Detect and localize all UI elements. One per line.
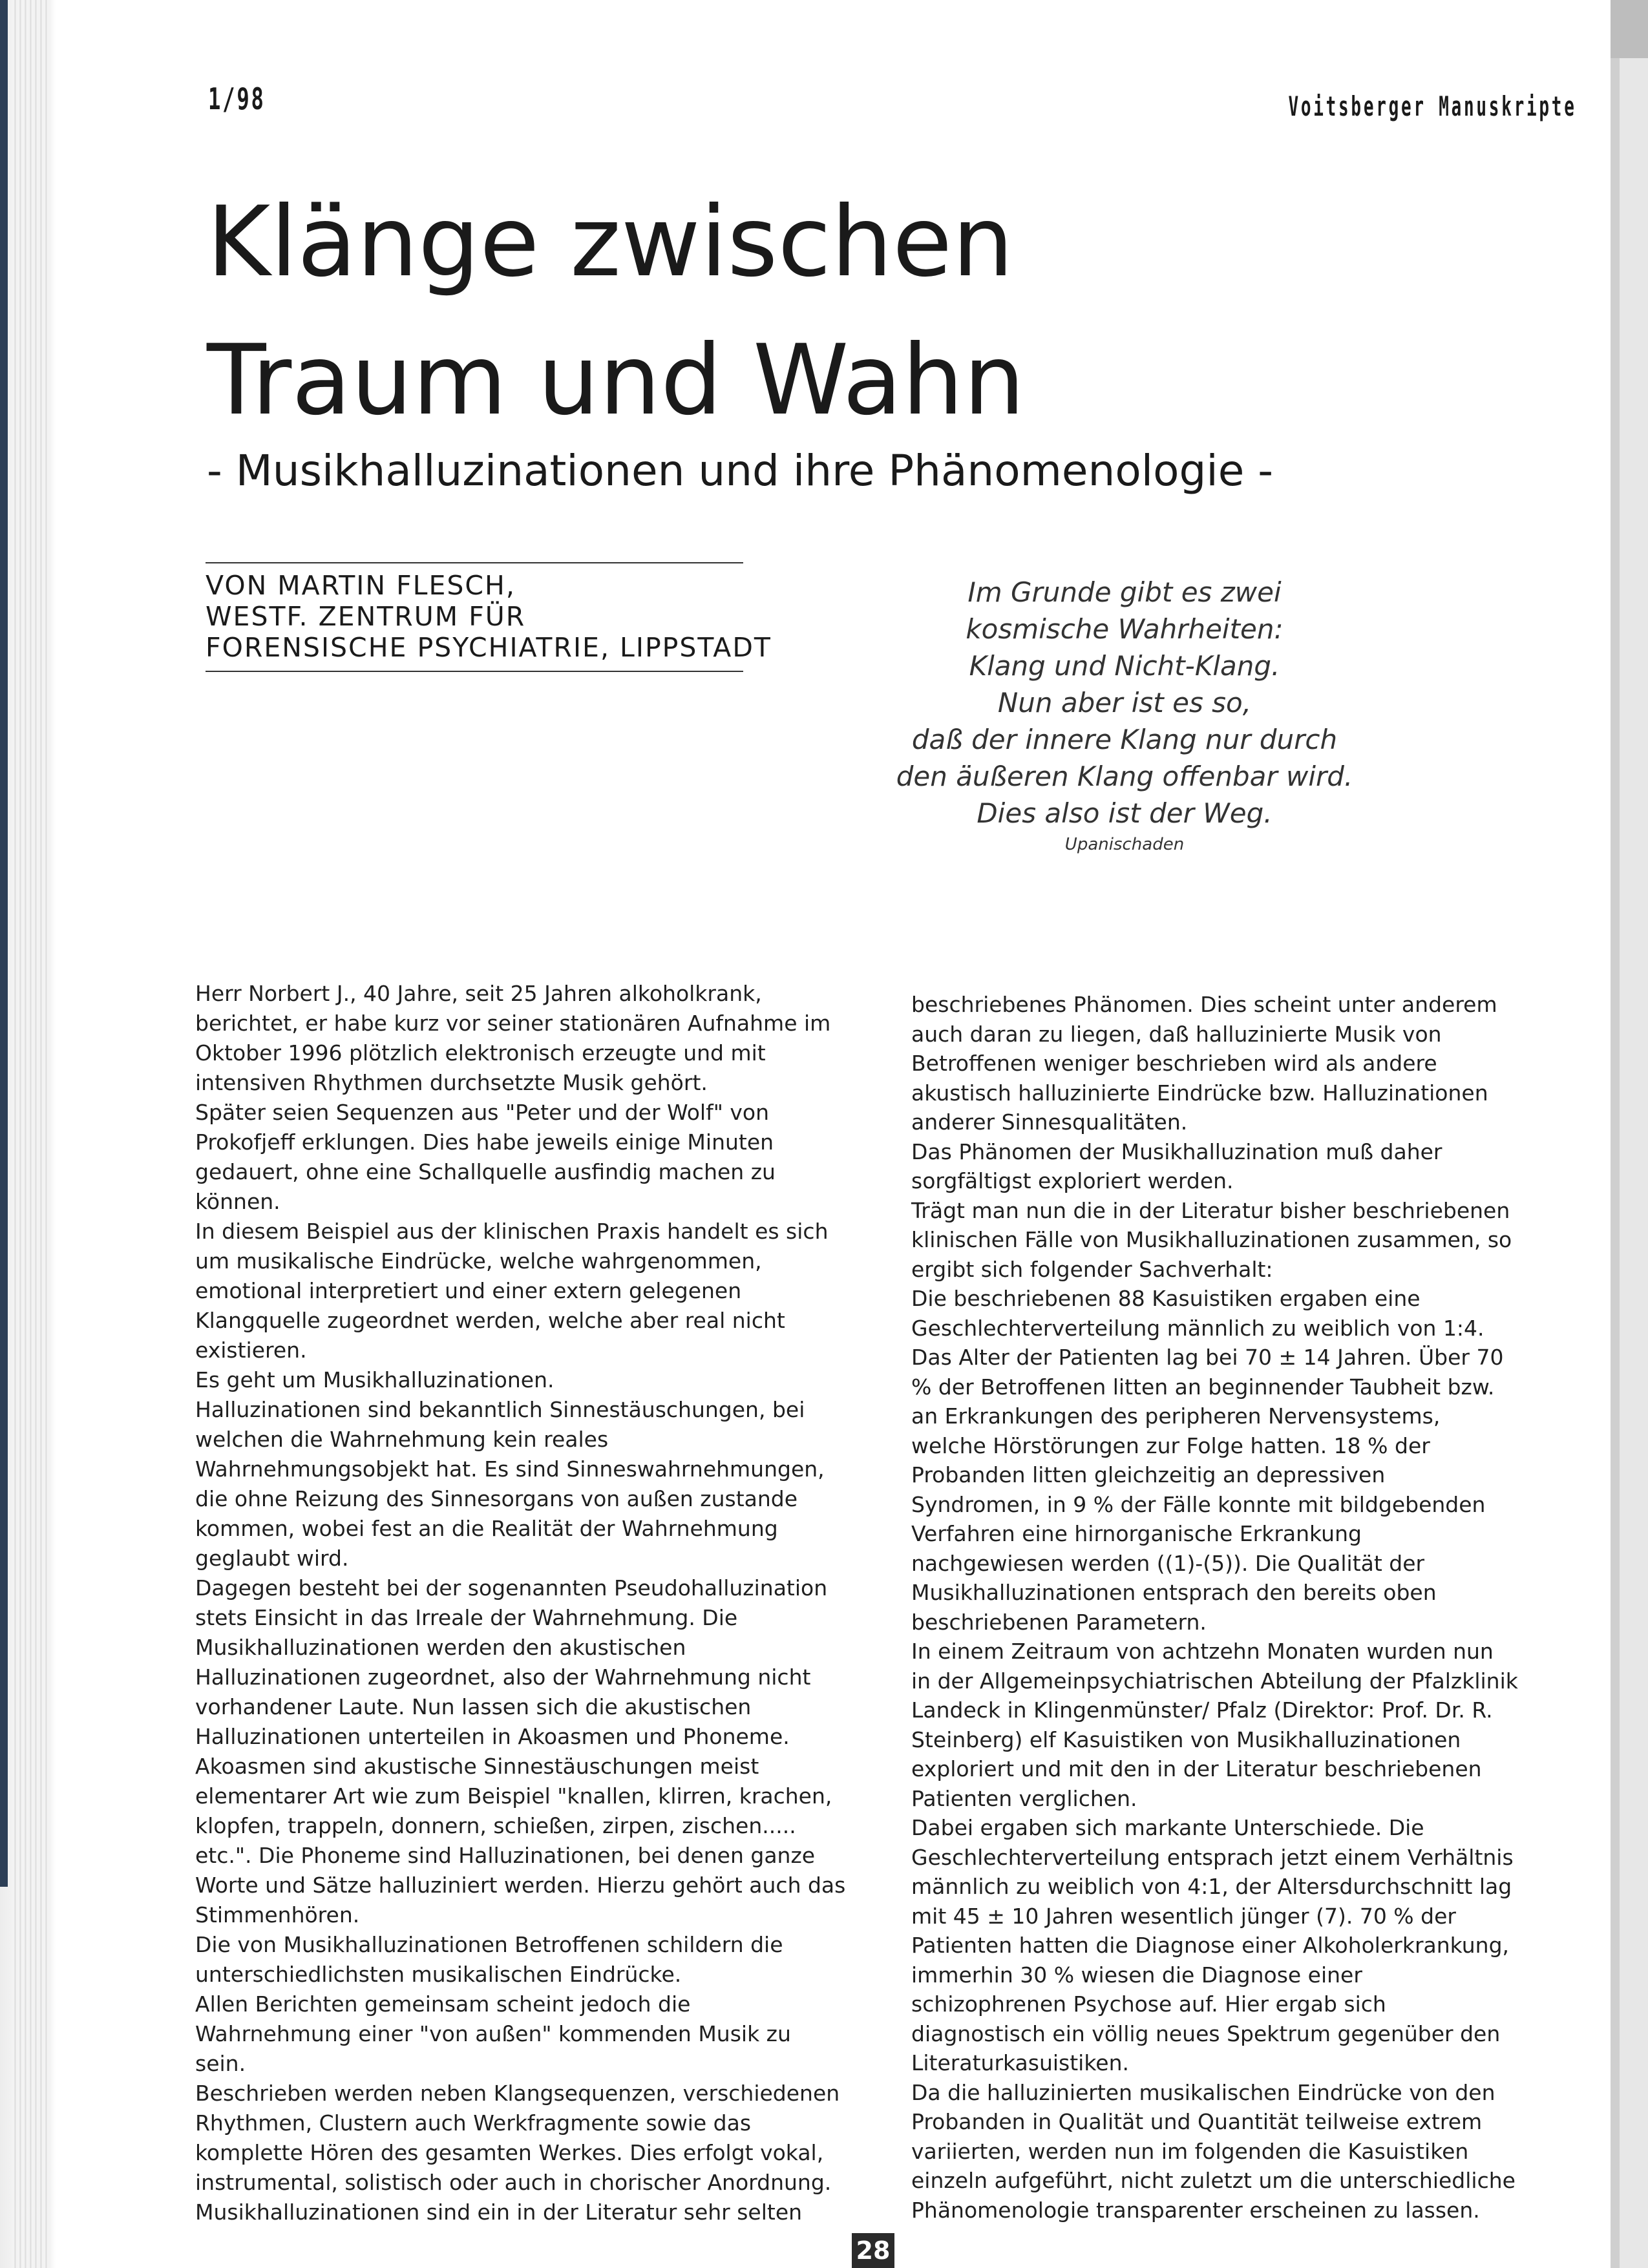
journal-name: Voitsberger Manuskripte [1288,90,1577,122]
paragraph: Das Phänomen der Musikhalluzination muß daher sorgfältigst exploriert werden. [911,1139,1442,1193]
epigraph-source: Upanischaden [1064,835,1185,854]
paragraph: In diesem Beispiel aus der klinischen Praxis handelt es sich um musikalische Eindrücke, welche wahrgenommen, emotional interpretiert und einer extern gelegenen Klangquelle zugeordnet werden, welche aber real nicht existieren. [195,1219,829,1363]
author-block [206,562,772,672]
scanner-border [0,0,8,1887]
epigraph-line: Im Grunde gibt es zwei kosmische Wahrheiten: [966,576,1284,645]
paragraph: Musikhalluzinationen sind ein in der Literatur sehr selten [195,2200,803,2225]
article-subtitle: - Musikhalluzinationen und ihre Phänomenologie - [207,446,1274,496]
paragraph: Halluzinationen sind bekanntlich Sinnestäuschungen, bei welchen die Wahrnehmung kein reales Wahrnehmungsobjekt hat. Es sind Sinneswahrnehmungen, die ohne Reizung des Sinnesorgans von außen zustande kommen, wobei fest an die Realität der Wahrnehmung geglaubt wird. [195,1397,825,1571]
paragraph: Später seien Sequenzen aus "Peter und der Wolf" von Prokofjeff erklungen. Dies habe jeweils einige Minuten gedauert, ohne eine Schallquelle ausfindig machen zu können. [195,1100,776,1214]
page-number: 28 [852,2233,894,2268]
author-line-2: WESTF. ZENTRUM FÜR [206,601,526,632]
body-column-right [911,990,1519,2225]
issue-number: 1/98 [208,81,266,116]
paragraph: Trägt man nun die in der Literatur bisher beschriebenen klinischen Fälle von Musikhalluzinationen zusammen, so ergibt sich folgender Sachverhalt: [911,1197,1512,1282]
paragraph: Dabei ergaben sich markante Unterschiede. Die Geschlechterverteilung entsprach jetzt einem Verhältnis männlich zu weiblich von 4:1, der Altersdurchschnitt lag mit 45 ± 10 Jahren wesentlich jünger (7). 70 % der Patienten hatten die Diagnose einer Alkoholerkrankung, immerhin 30 % wiesen die Diagnose einer schizophrenen Psychose auf. Hier ergab sich diagnostisch ein völlig neues Spektrum gegenüber den Literaturkasuistiken. [911,1815,1514,2075]
paragraph: Allen Berichten gemeinsam scheint jedoch die Wahrnehmung einer "von außen" kommenden Musik zu sein. [195,1991,791,2076]
epigraph-line: Dies also ist der Weg. [977,797,1273,829]
article-title [207,173,1370,450]
paragraph: Herr Norbert J., 40 Jahre, seit 25 Jahren alkoholkrank, berichtet, er habe kurz vor seiner stationären Aufnahme im Oktober 1996 plötzlich elektronisch erzeugte und mit intensiven Rhythmen durchsetzte Musik gehört. [195,981,831,1095]
paragraph: Dagegen besteht bei der sogenannten Pseudohalluzination stets Einsicht in das Irreale der Wahrnehmung. Die Musikhalluzinationen werden den akustischen Halluzinationen zugeordnet, also der Wahrnehmung nicht vorhandener Laute. Nun lassen sich die akustischen Halluzinationen unterteilen in Akoasmen und Phoneme. [195,1575,828,1749]
title-line-2: Traum und Wahn [207,324,1025,437]
paragraph: Akoasmen sind akustische Sinnestäuschungen meist elementarer Art wie zum Beispiel "knallen, klirren, krachen, klopfen, trappeln, donnern, schießen, zirpen, zischen..... etc.". Die Phoneme sind Halluzinationen, bei denen ganze Worte und Sätze halluziniert werden. Hierzu gehört auch das Stimmenhören. [195,1754,846,1927]
epigraph [892,574,1357,857]
page-corner-shadow [1611,0,1648,58]
paragraph: Die beschriebenen 88 Kasuistiken ergaben eine Geschlechterverteilung männlich zu weiblich von 1:4. Das Alter der Patienten lag bei 70 ± 14 Jahren. Über 70 % der Betroffenen litten an beginnender Taubheit bzw. an Erkrankungen des peripheren Nervensystems, welche Hörstörungen zur Folge hatten. 18 % der Probanden litten gleichzeitig an depressiven Syndromen, in 9 % der Fälle konnte mit bildgebenden Verfahren eine hirnorganische Erkrankung nachgewiesen werden ((1)-(5)). Die Qualität der Musikhalluzinationen entsprach den bereits oben beschriebenen Parametern. [911,1286,1504,1635]
page-stack-left-edge [0,0,56,2268]
paragraph: Da die halluzinierten musikalischen Eindrücke von den Probanden in Qualität und Quantität teilweise extrem variierten, werden nun im folgenden die Kasuistiken einzeln aufgeführt, nicht zuletzt um die unterschiedliche Phänomenologie transparenter erscheinen zu lassen. [911,2079,1516,2223]
epigraph-line: daß der innere Klang nur durch [911,724,1338,755]
paragraph: Die von Musikhalluzinationen Betroffenen schildern die unterschiedlichsten musikalischen Eindrücke. [195,1932,783,1987]
paragraph: beschriebenes Phänomen. Dies scheint unter anderem auch daran zu liegen, daß halluzinierte Musik von Betroffenen weniger beschrieben wird als andere akustisch halluzinierte Eindrücke bzw. Halluzinationen anderer Sinnesqualitäten. [911,992,1497,1135]
author-line-3: FORENSISCHE PSYCHIATRIE, LIPPSTADT [206,632,772,663]
epigraph-line: Nun aber ist es so, [997,687,1252,719]
epigraph-line: Klang und Nicht-Klang. [969,650,1280,682]
paragraph: In einem Zeitraum von achtzehn Monaten wurden nun in der Allgemeinpsychiatrischen Abteilung der Pfalzklinik Landeck in Klingenmünster/ Pfalz (Direktor: Prof. Dr. R. Steinberg) elf Kasuistiken von Musikhalluzinationen exploriert und mit den in der Literatur beschriebenen Patienten verglichen. [911,1639,1518,1811]
title-line-1: Klänge zwischen [207,186,1014,299]
author-line-1: VON MARTIN FLESCH, [206,570,516,601]
epigraph-line: den äußeren Klang offenbar wird. [896,761,1353,792]
page-right-edge [1611,0,1648,2268]
paragraph: Beschrieben werden neben Klangsequenzen, verschiedenen Rhythmen, Clustern auch Werkfragmente sowie das komplette Hören des gesamten Werkes. Dies erfolgt vokal, instrumental, solistisch oder auch in chorischer Anordnung. [195,2081,840,2195]
body-column-left [195,979,847,2227]
paragraph: Es geht um Musikhalluzinationen. [195,1367,555,1392]
